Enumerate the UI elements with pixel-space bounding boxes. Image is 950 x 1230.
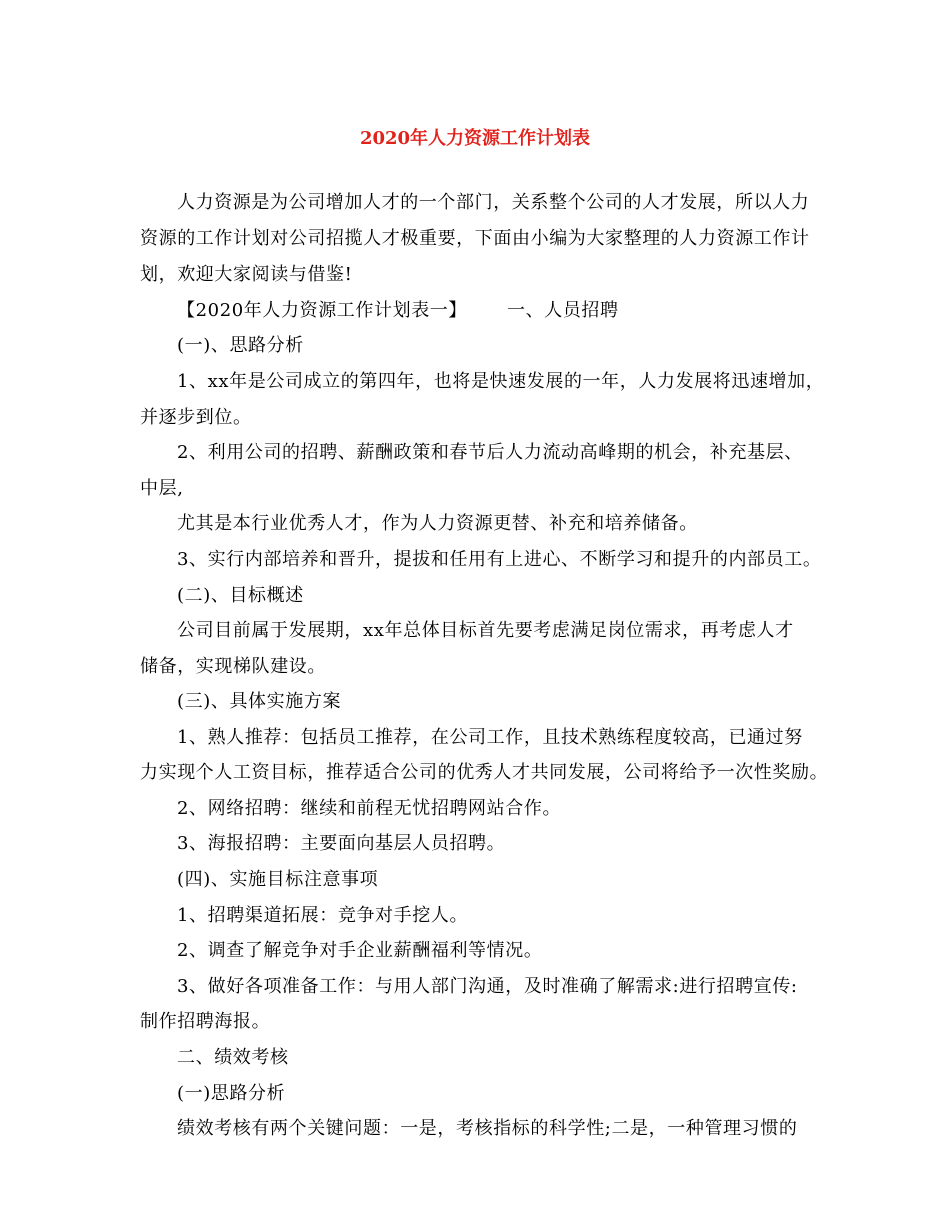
- paragraph-line: 绩效考核有两个关键问题：一是，考核指标的科学性;二是，一种管理习惯的: [177, 1118, 798, 1139]
- paragraph-line: 力实现个人工资目标，推荐适合公司的优秀人才共同发展，公司将给予一次性奖励。: [140, 762, 829, 783]
- subheading: (四)、实施目标注意事项: [177, 869, 379, 890]
- paragraph-line: 并逐步到位。: [140, 407, 252, 428]
- paragraph-line: 3、做好各项准备工作：与用人部门沟通，及时准确了解需求:进行招聘宣传:: [177, 976, 798, 997]
- paragraph-line: 1、xx年是公司成立的第四年，也将是快速发展的一年，人力发展将迅速增加，: [177, 371, 825, 392]
- paragraph-line: 储备，实现梯队建设。: [140, 656, 326, 677]
- paragraph-line: 2、调查了解竞争对手企业薪酬福利等情况。: [177, 940, 543, 961]
- subheading: (三)、具体实施方案: [177, 691, 342, 712]
- paragraph-line: 2、利用公司的招聘、薪酬政策和春节后人力流动高峰期的机会，补充基层、: [177, 442, 803, 463]
- paragraph-line: 尤其是本行业优秀人才，作为人力资源更替、补充和培养储备。: [177, 513, 698, 534]
- paragraph-line: 3、实行内部培养和晋升，提拔和任用有上进心、不断学习和提升的内部员工。: [177, 549, 822, 570]
- section-label: 【2020年人力资源工作计划表一】: [177, 300, 468, 321]
- paragraph-line: 1、熟人推荐：包括员工推荐，在公司工作，且技术熟练程度较高，已通过努: [177, 727, 803, 748]
- paragraph-line: 公司目前属于发展期，xx年总体目标首先要考虑满足岗位需求，再考虑人才: [177, 620, 794, 641]
- subheading: (二)、目标概述: [177, 585, 304, 606]
- subheading: (一)思路分析: [177, 1083, 286, 1104]
- section-heading: 一、人员招聘: [507, 300, 619, 321]
- paragraph-line: 资源的工作计划对公司招揽人才极重要，下面由小编为大家整理的人力资源工作计: [140, 228, 810, 249]
- paragraph-line: 3、海报招聘：主要面向基层人员招聘。: [177, 833, 506, 854]
- paragraph-line: 制作招聘海报。: [140, 1011, 271, 1032]
- paragraph-line: 中层,: [140, 478, 184, 499]
- paragraph-line: 人力资源是为公司增加人才的一个部门，关系整个公司的人才发展，所以人力: [177, 192, 810, 213]
- paragraph-line: 2、网络招聘：继续和前程无忧招聘网站合作。: [177, 798, 562, 819]
- section-heading: 二、绩效考核: [177, 1047, 289, 1068]
- paragraph-line: 划，欢迎大家阅读与借鉴!: [140, 264, 353, 285]
- section-heading-row: [177, 299, 619, 323]
- paragraph-line: 1、招聘渠道拓展：竞争对手挖人。: [177, 905, 469, 926]
- subheading: (一)、思路分析: [177, 335, 304, 356]
- document-title: 2020年人力资源工作计划表: [359, 128, 591, 149]
